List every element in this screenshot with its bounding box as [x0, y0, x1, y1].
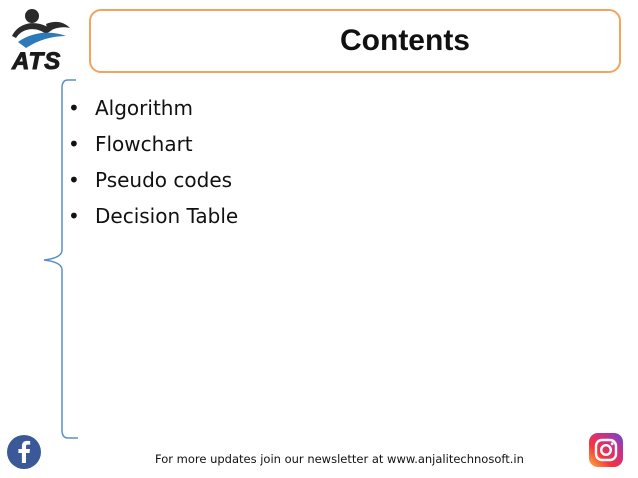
list-item: [60, 90, 238, 126]
list-item-label: Algorithm: [95, 96, 193, 120]
list-item: [60, 126, 238, 162]
list-item-label: Pseudo codes: [95, 168, 233, 192]
footer-newsletter-text: For more updates join our newsletter at www.anjalitechnosoft.in: [155, 452, 524, 466]
list-item: [60, 162, 238, 198]
list-item-label: Decision Table: [95, 204, 239, 228]
ats-logo: [6, 6, 80, 75]
logo-text: ATS: [12, 48, 62, 75]
contents-list: [60, 90, 238, 234]
bullet-icon: •: [68, 96, 80, 120]
list-item: [60, 198, 238, 234]
slide-title: Contents: [340, 24, 470, 57]
bullet-icon: •: [68, 132, 80, 156]
list-item-label: Flowchart: [95, 132, 193, 156]
bullet-icon: •: [68, 168, 80, 192]
instagram-icon[interactable]: [588, 432, 624, 468]
title-banner: [89, 9, 621, 73]
bullet-icon: •: [68, 204, 80, 228]
facebook-icon[interactable]: [6, 434, 42, 470]
